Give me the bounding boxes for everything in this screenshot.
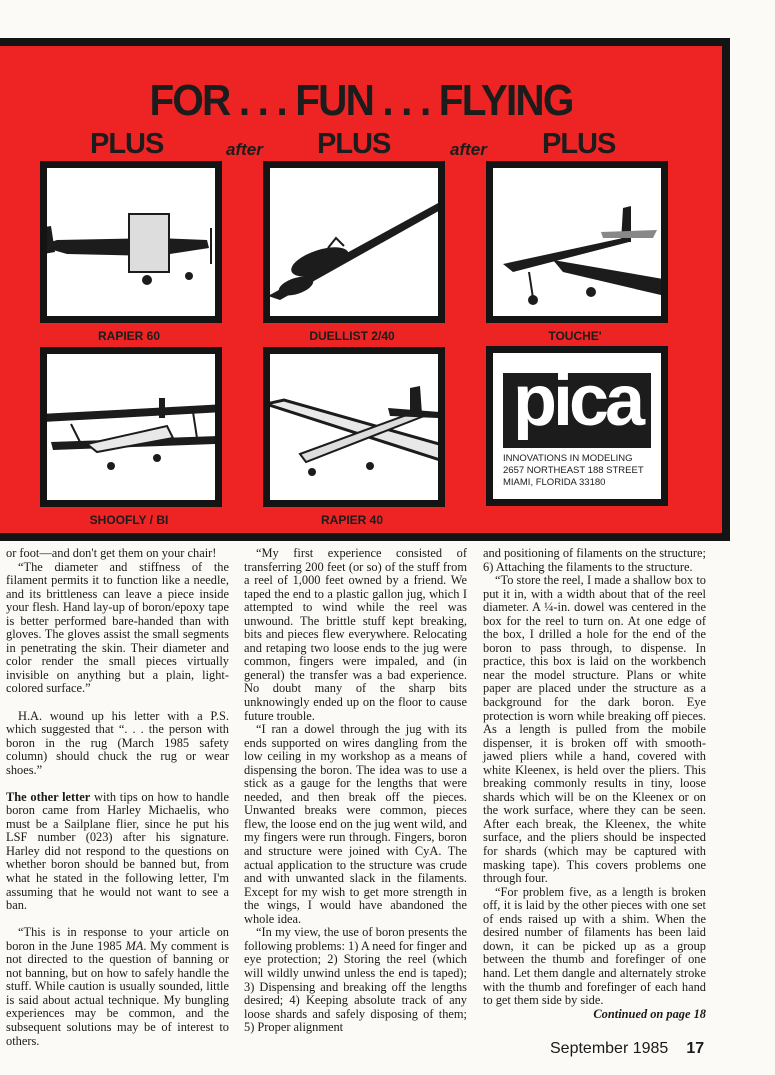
page-number: 17 — [686, 1040, 705, 1057]
article-column-1 — [6, 547, 229, 1048]
continued-link: Continued on page 18 — [593, 1006, 706, 1021]
model-name: RAPIER 40 — [320, 513, 384, 527]
model-name: DUELLIST 2/40 — [309, 329, 395, 343]
model-name: RAPIER 60 — [97, 329, 161, 343]
airplane-icon — [493, 168, 661, 316]
photo-rapier-40 — [263, 347, 445, 507]
issue-date: September 1985 — [550, 1040, 669, 1057]
photo-touche — [486, 161, 668, 323]
airplane-icon — [270, 168, 438, 316]
ad-headline: FOR . . . FUN . . . FLYING — [149, 76, 573, 125]
photo-duellist-2-40 — [263, 161, 445, 323]
photo-shoofly-bi — [40, 347, 222, 507]
pica-advertisement — [0, 38, 730, 541]
paragraph: “My first experience consisted of transferring 200 feet (or so) of the stuff from a reel of 1,000 feet owned by a friend. We taped the end to a plastic gallon jug, which I attempted to wind while the reel was unwound. The brittle stuff kept breaking, bits and pieces flew everywhere. Relocating and retaping two loose ends to the jug were common, fingers were impaled, and (in general) the transfer was a bad experience. No doubt many of the sharp bits unknowingly ended up on the floor to cause future trouble. — [244, 546, 467, 723]
paragraph: “In my view, the use of boron presents the following problems: 1) A need for finger and eye protection; 2) Storing the reel (which will wildly unwind unless the end is taped); 3) Dispensing and breaking off the lengths desired; 4) Keeping absolute track of any loose shards and safely disposing of them; 5) Proper alignment — [244, 925, 467, 1035]
company-address: INNOVATIONS IN MODELING 2657 NORTHEAST 188 STREET MIAMI, FLORIDA 33180 — [503, 453, 644, 488]
pica-logo: pica — [503, 373, 651, 448]
paragraph: H.A. wound up his letter with a P.S. which suggested that “. . . the person with boron in the rug (March 1985 safety column) should chuck the rug or wear shoes.” — [6, 708, 229, 777]
airplane-icon — [270, 354, 438, 500]
photo-rapier-60 — [40, 161, 222, 323]
airplane-icon — [47, 168, 215, 316]
paragraph: “The diameter and stiffness of the filament permits it to function like a needle, and its brittleness can leave a piece inside your flesh. Hand lay-up of boron/epoxy tape is better performed bare-handed than with gloves. The gloves assist the small segments in penetrating the skin. Their diameter and color render the small pieces virtually invisible on anything but a plain, light-colored surface.” — [6, 559, 229, 696]
paragraph: “I ran a dowel through the jug with its ends supported on wires dangling from the low ceiling in my workshop as a means of dispensing the boron. The idea was to use a stick as a gauge for the lengths that were needed, and then break off the pieces. Unwanted breaks were common, pieces flew, the loose end on the jug went wild, and my fingers were run through. Fingers, boron and structure were joined with CyA. The actual application to the structure was crude and with unwanted slack in the filaments. Except for my wish to get more strength in the wings, I would have abandoned the whole idea. — [244, 722, 467, 926]
paragraph: The other letter with tips on how to handle boron came from Harley Michaelis, who must be a Sailplane flier, since he put his LSF number (023) after his signature. Harley did not respond to the questions on whether boron should be banned but, from what he stated in the following letter, I'm assuming that he would not want to see a ban. — [6, 789, 229, 913]
plus-label: PLUS — [542, 128, 616, 160]
paragraph: “This is in response to your article on boron in the June 1985 MA. My comment is not directed to the question of banning or not banning, but on how to safely handle the stuff. While caution is usually sounded, little is said about actual technique. My bungling experiences may be common, and the subsequent solutions may be of interest to others. — [6, 925, 229, 1048]
model-name: TOUCHE' — [548, 329, 602, 343]
page-footer — [550, 1040, 704, 1058]
after-label: after — [226, 140, 263, 159]
plus-label: PLUS — [317, 128, 391, 160]
company-logo-box — [486, 346, 668, 506]
after-label: after — [450, 140, 487, 159]
model-name: SHOOFLY / BI — [89, 513, 169, 527]
paragraph: “For problem five, as a length is broken off, it is laid by the other pieces with one set of ends raised up with a shim. When the desired number of filaments has been laid down, it can be picked up as a group between the thumb and forefinger of one hand. Let them dangle and alternately stroke with the thumb and forefinger of each hand to get them side by side. — [483, 884, 706, 1008]
airplane-icon — [47, 354, 215, 500]
paragraph: “To store the reel, I made a shallow box to put it in, with a width about that of the reel diameter. A ¼-in. dowel was centered in the box for the reel to turn on. At one edge of the box, I drilled a hole for the end of the boron to pass through, to dispense. In practice, this box is laid on the workbench near the model structure. Plans or white paper are placed under the structure as a background for the dark boron. Eye protection is worn while breaking off pieces. As a length is pulled from the mobile dispenser, it is broken off with smooth-jawed pliers while a hand, covered with white Kleenex, is held over the pliers. This breaking commonly results in tiny, loose shards which will be on the Kleenex or on the work surface, where they can be seen. After each break, the Kleenex, the white surface, and the pliers should be inspected for shards (which may be captured with masking tape). This covers problems one through four. — [483, 573, 706, 886]
plus-label: PLUS — [90, 128, 164, 160]
paragraph: and positioning of filaments on the structure; 6) Attaching the filaments to the structure. — [483, 546, 706, 574]
article-column-2 — [244, 547, 467, 1035]
article-column-3 — [483, 547, 706, 1021]
paragraph: or foot—and don't get them on your chair! — [6, 546, 217, 560]
